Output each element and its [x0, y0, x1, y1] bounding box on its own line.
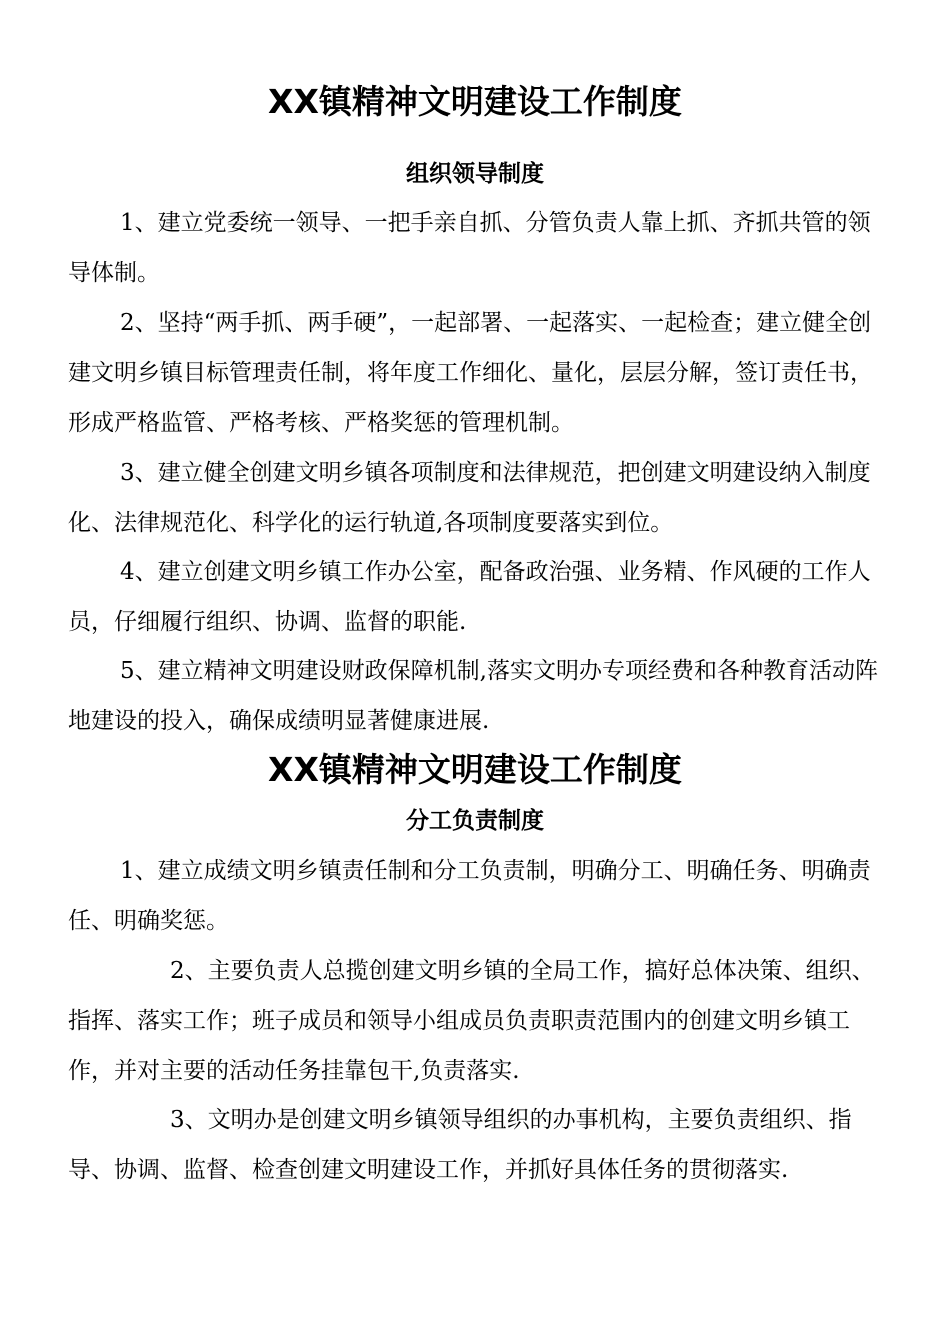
section2-paragraph-2: 2、主要负责人总揽创建文明乡镇的全局工作，搞好总体决策、组织、指挥、落实工作；班子成员和领导小组成员负责职责范围内的创建文明乡镇工作，并对主要的活动任务挂靠包干,负责落实.: [68, 958, 875, 1084]
section2-title: XX镇精神文明建设工作制度: [268, 750, 682, 789]
section1-paragraph-3: 3、建立健全创建文明乡镇各项制度和法律规范，把创建文明建设纳入制度化、法律规范化、科学化的运行轨道,各项制度要落实到位。: [68, 460, 871, 536]
section2-paragraph-1: 1、建立成绩文明乡镇责任制和分工负责制，明确分工、明确任务、明确责任、明确奖惩。: [68, 858, 871, 934]
section2-subtitle: 分工负责制度: [406, 807, 544, 834]
section1-paragraph-2: 2、坚持“两手抓、两手硬”，一起部署、一起落实、一起检查；建立健全创建文明乡镇目标管理责任制，将年度工作细化、量化，层层分解，签订责任书，形成严格监管、严格考核、严格奖惩的管理机制。: [68, 310, 873, 436]
section2-paragraph-3: 3、文明办是创建文明乡镇领导组织的办事机构，主要负责组织、指导、协调、监督、检查创建文明建设工作，并抓好具体任务的贯彻落实.: [68, 1107, 852, 1183]
section1-title: XX镇精神文明建设工作制度: [268, 82, 682, 121]
section1-subtitle: 组织领导制度: [406, 160, 544, 187]
section1-paragraph-4: 4、建立创建文明乡镇工作办公室，配备政治强、业务精、作风硬的工作人员，仔细履行组织、协调、监督的职能.: [68, 559, 871, 635]
section1-paragraph-1: 1、建立党委统一领导、一把手亲自抓、分管负责人靠上抓、齐抓共管的领导体制。: [68, 210, 871, 286]
section1-paragraph-5: 5、建立精神文明建设财政保障机制,落实文明办专项经费和各种教育活动阵地建设的投入，确保成绩明显著健康进展.: [68, 658, 878, 734]
